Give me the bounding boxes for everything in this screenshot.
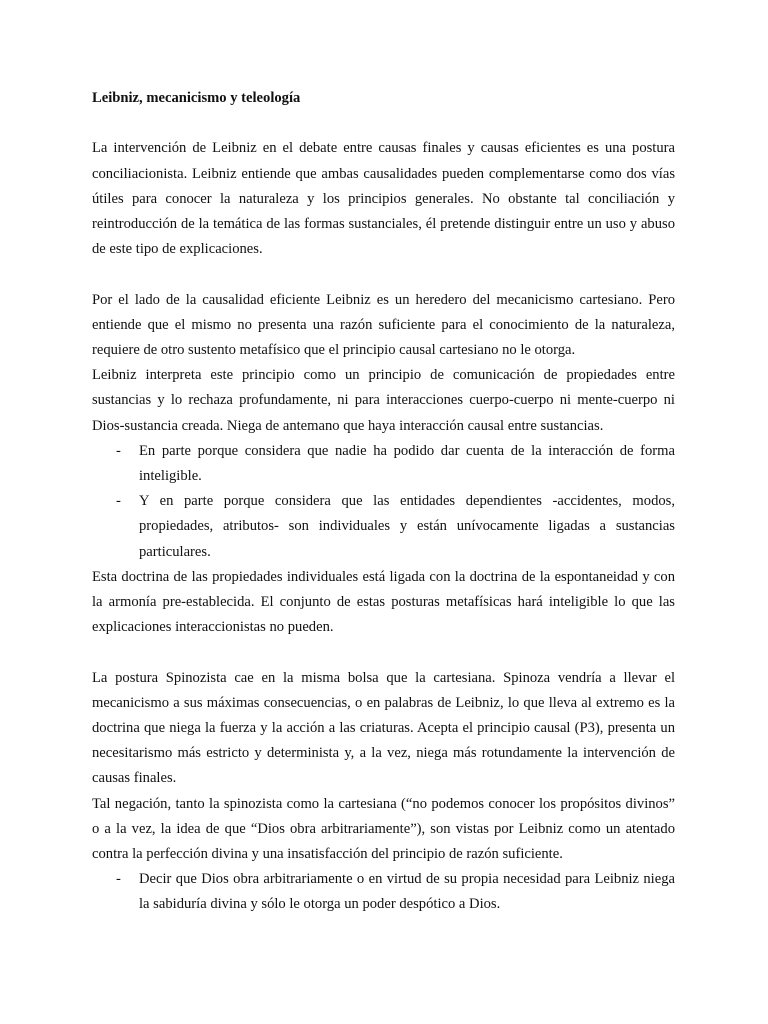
paragraph-spinozist-stance: La postura Spinozista cae en la misma bolsa que la cartesiana. Spinoza vendría a llevar el mecanicismo a sus máximas consecuencias, o en palabras de Leibniz, lo que lleva al extremo es la doctrina que niega la fuerza y la acción a las criaturas. Acepta el principio causal (P3), presenta un necesitarismo más estricto y determinista y, a la vez, niega más rotundamente la intervención de causas finales. xyxy=(92,669,675,787)
bullet-dash: - xyxy=(116,442,121,459)
list-item-text: Y en parte porque considera que las entidades dependientes -accidentes, modos, propiedades, atributos- son individuales y están unívocamente ligadas a sustancias particulares. xyxy=(139,493,675,560)
blank-line xyxy=(92,262,675,287)
bullet-dash: - xyxy=(116,493,121,510)
paragraph-intro: La intervención de Leibniz en el debate entre causas finales y causas eficientes es una postura conciliacionista. Leibniz entiende que ambas causalidades pueden complementarse como dos vías útiles para conocer la naturaleza y los principios generales. No obstante tal conciliación y reintroducción de la temática de las formas sustanciales, él pretende distinguir entre un uso y abuso de este tipo de explicaciones. xyxy=(92,140,675,258)
list-item-text: Decir que Dios obra arbitrariamente o en virtud de su propia necesidad para Leibniz niega la sabiduría divina y sólo le otorga un poder despótico a Dios. xyxy=(139,871,675,913)
paragraph-efficient-causality: Por el lado de la causalidad eficiente Leibniz es un heredero del mecanicismo cartesiano. Pero entiende que el mismo no presenta una razón suficiente para el conocimiento de la naturaleza, requiere de otro sustento metafísico que el principio causal cartesiano no le otorga. xyxy=(92,291,675,358)
blank-line xyxy=(92,111,675,136)
paragraph-individual-properties: Esta doctrina de las propiedades individuales está ligada con la doctrina de la espontaneidad y con la armonía pre-establecida. El conjunto de estas posturas metafísicas hará inteligible lo que las explicaciones interaccionistas no pueden. xyxy=(92,568,675,636)
bullet-dash: - xyxy=(116,871,121,888)
list-item xyxy=(92,867,675,917)
list-item-text: En parte porque considera que nadie ha podido dar cuenta de la interacción de forma inteligible. xyxy=(139,442,675,484)
list-item xyxy=(92,489,675,565)
list-item xyxy=(92,439,675,489)
paragraph-negation: Tal negación, tanto la spinozista como la cartesiana (“no podemos conocer los propósitos divinos” o a la vez, la idea de que “Dios obra arbitrariamente”), son vistas por Leibniz como un atentado contra la perfección divina y una insatisfacción del principio de razón suficiente. xyxy=(92,795,675,863)
paragraph-communication-principle: Leibniz interpreta este principio como un principio de comunicación de propiedades entre sustancias y lo rechaza profundamente, ni para interacciones cuerpo-cuerpo ni mente-cuerpo ni Dios-sustancia creada. Niega de antemano que haya interacción causal entre sustancias. xyxy=(92,367,675,434)
document-body xyxy=(92,86,675,918)
blank-line xyxy=(92,640,675,665)
document-title: Leibniz, mecanicismo y teleología xyxy=(92,90,301,106)
